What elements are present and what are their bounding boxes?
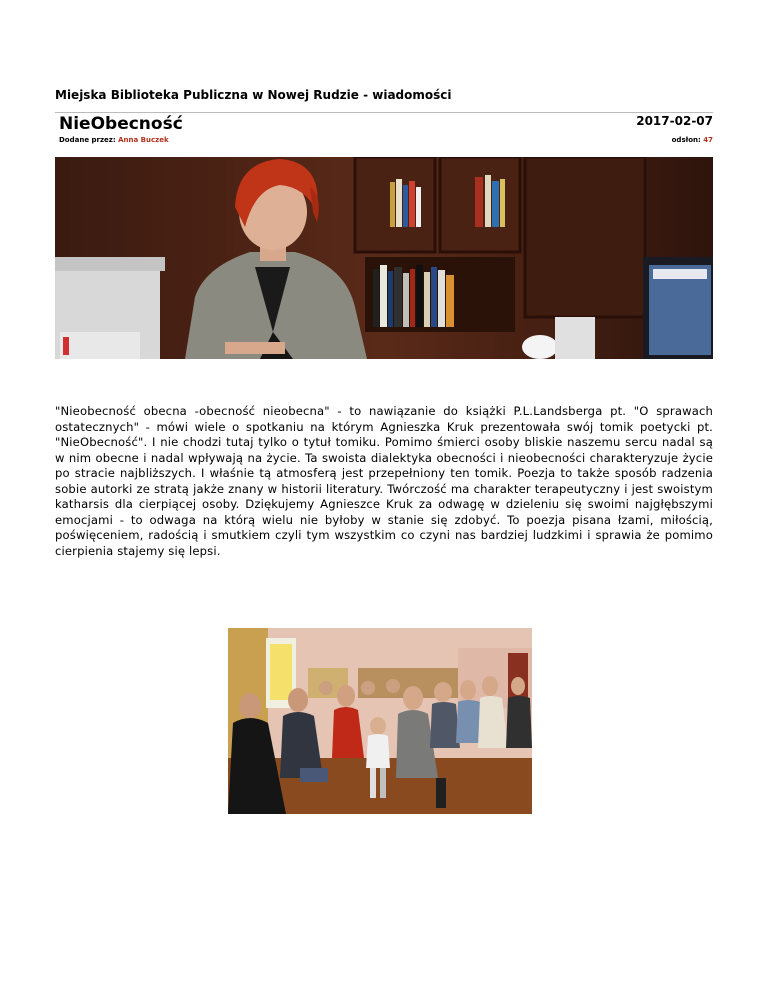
post-author bbox=[59, 136, 169, 144]
post-views bbox=[672, 136, 713, 144]
views-label: odsłon: bbox=[671, 136, 704, 144]
author-name[interactable]: Anna Buczek bbox=[118, 136, 169, 144]
site-title: Miejska Biblioteka Publiczna w Nowej Rudzie - wiadomości bbox=[55, 88, 452, 102]
article-photo-audience bbox=[228, 628, 532, 814]
author-label: Dodane przez: bbox=[59, 136, 119, 144]
post-title: NieObecność bbox=[59, 114, 183, 134]
post-date: 2017-02-07 bbox=[636, 114, 713, 128]
article-body: "Nieobecność obecna -obecność nieobecna" - to nawiązanie do książki P.L.Landsberga pt. "O sprawach ostatecznych" - mówi wiele o spotkaniu na którym Agnieszka Kruk prezentowała swój tomik poetycki pt. "NieObecność". I nie chodzi tutaj tylko o tytuł tomiku. Pomimo śmierci osoby bliskie naszemu sercu nadal są w nim obecne i nadal wpływają na życie. Ta swoista dialektyka obecności i nieobecności charakteryzuje życie po stracie najbliższych. I właśnie tą atmosferą jest przepełniony ten tomik. Poezja to także sposób radzenia sobie autorki ze stratą jakże znany w historii literatury. Twórczość ma charakter terapeutyczny i jest swoistym katharsis dla cierpiącej osoby. Dziękujemy Agnieszce Kruk za odwagę w dzieleniu się swoimi najgłębszymi emocjami - to odwaga na którą wielu nie byłoby w stanie się zdobyć. To poezja pisana łzami, miłością, poświęceniem, radością i smutkiem czyli tym wszystkim co czyni nas bardziej ludzkimi i sprawia że pomimo cierpienia stajemy się lepsi. bbox=[55, 404, 713, 558]
header-divider bbox=[55, 112, 713, 113]
article-photo-reader bbox=[55, 157, 713, 359]
views-count: 47 bbox=[703, 136, 713, 144]
